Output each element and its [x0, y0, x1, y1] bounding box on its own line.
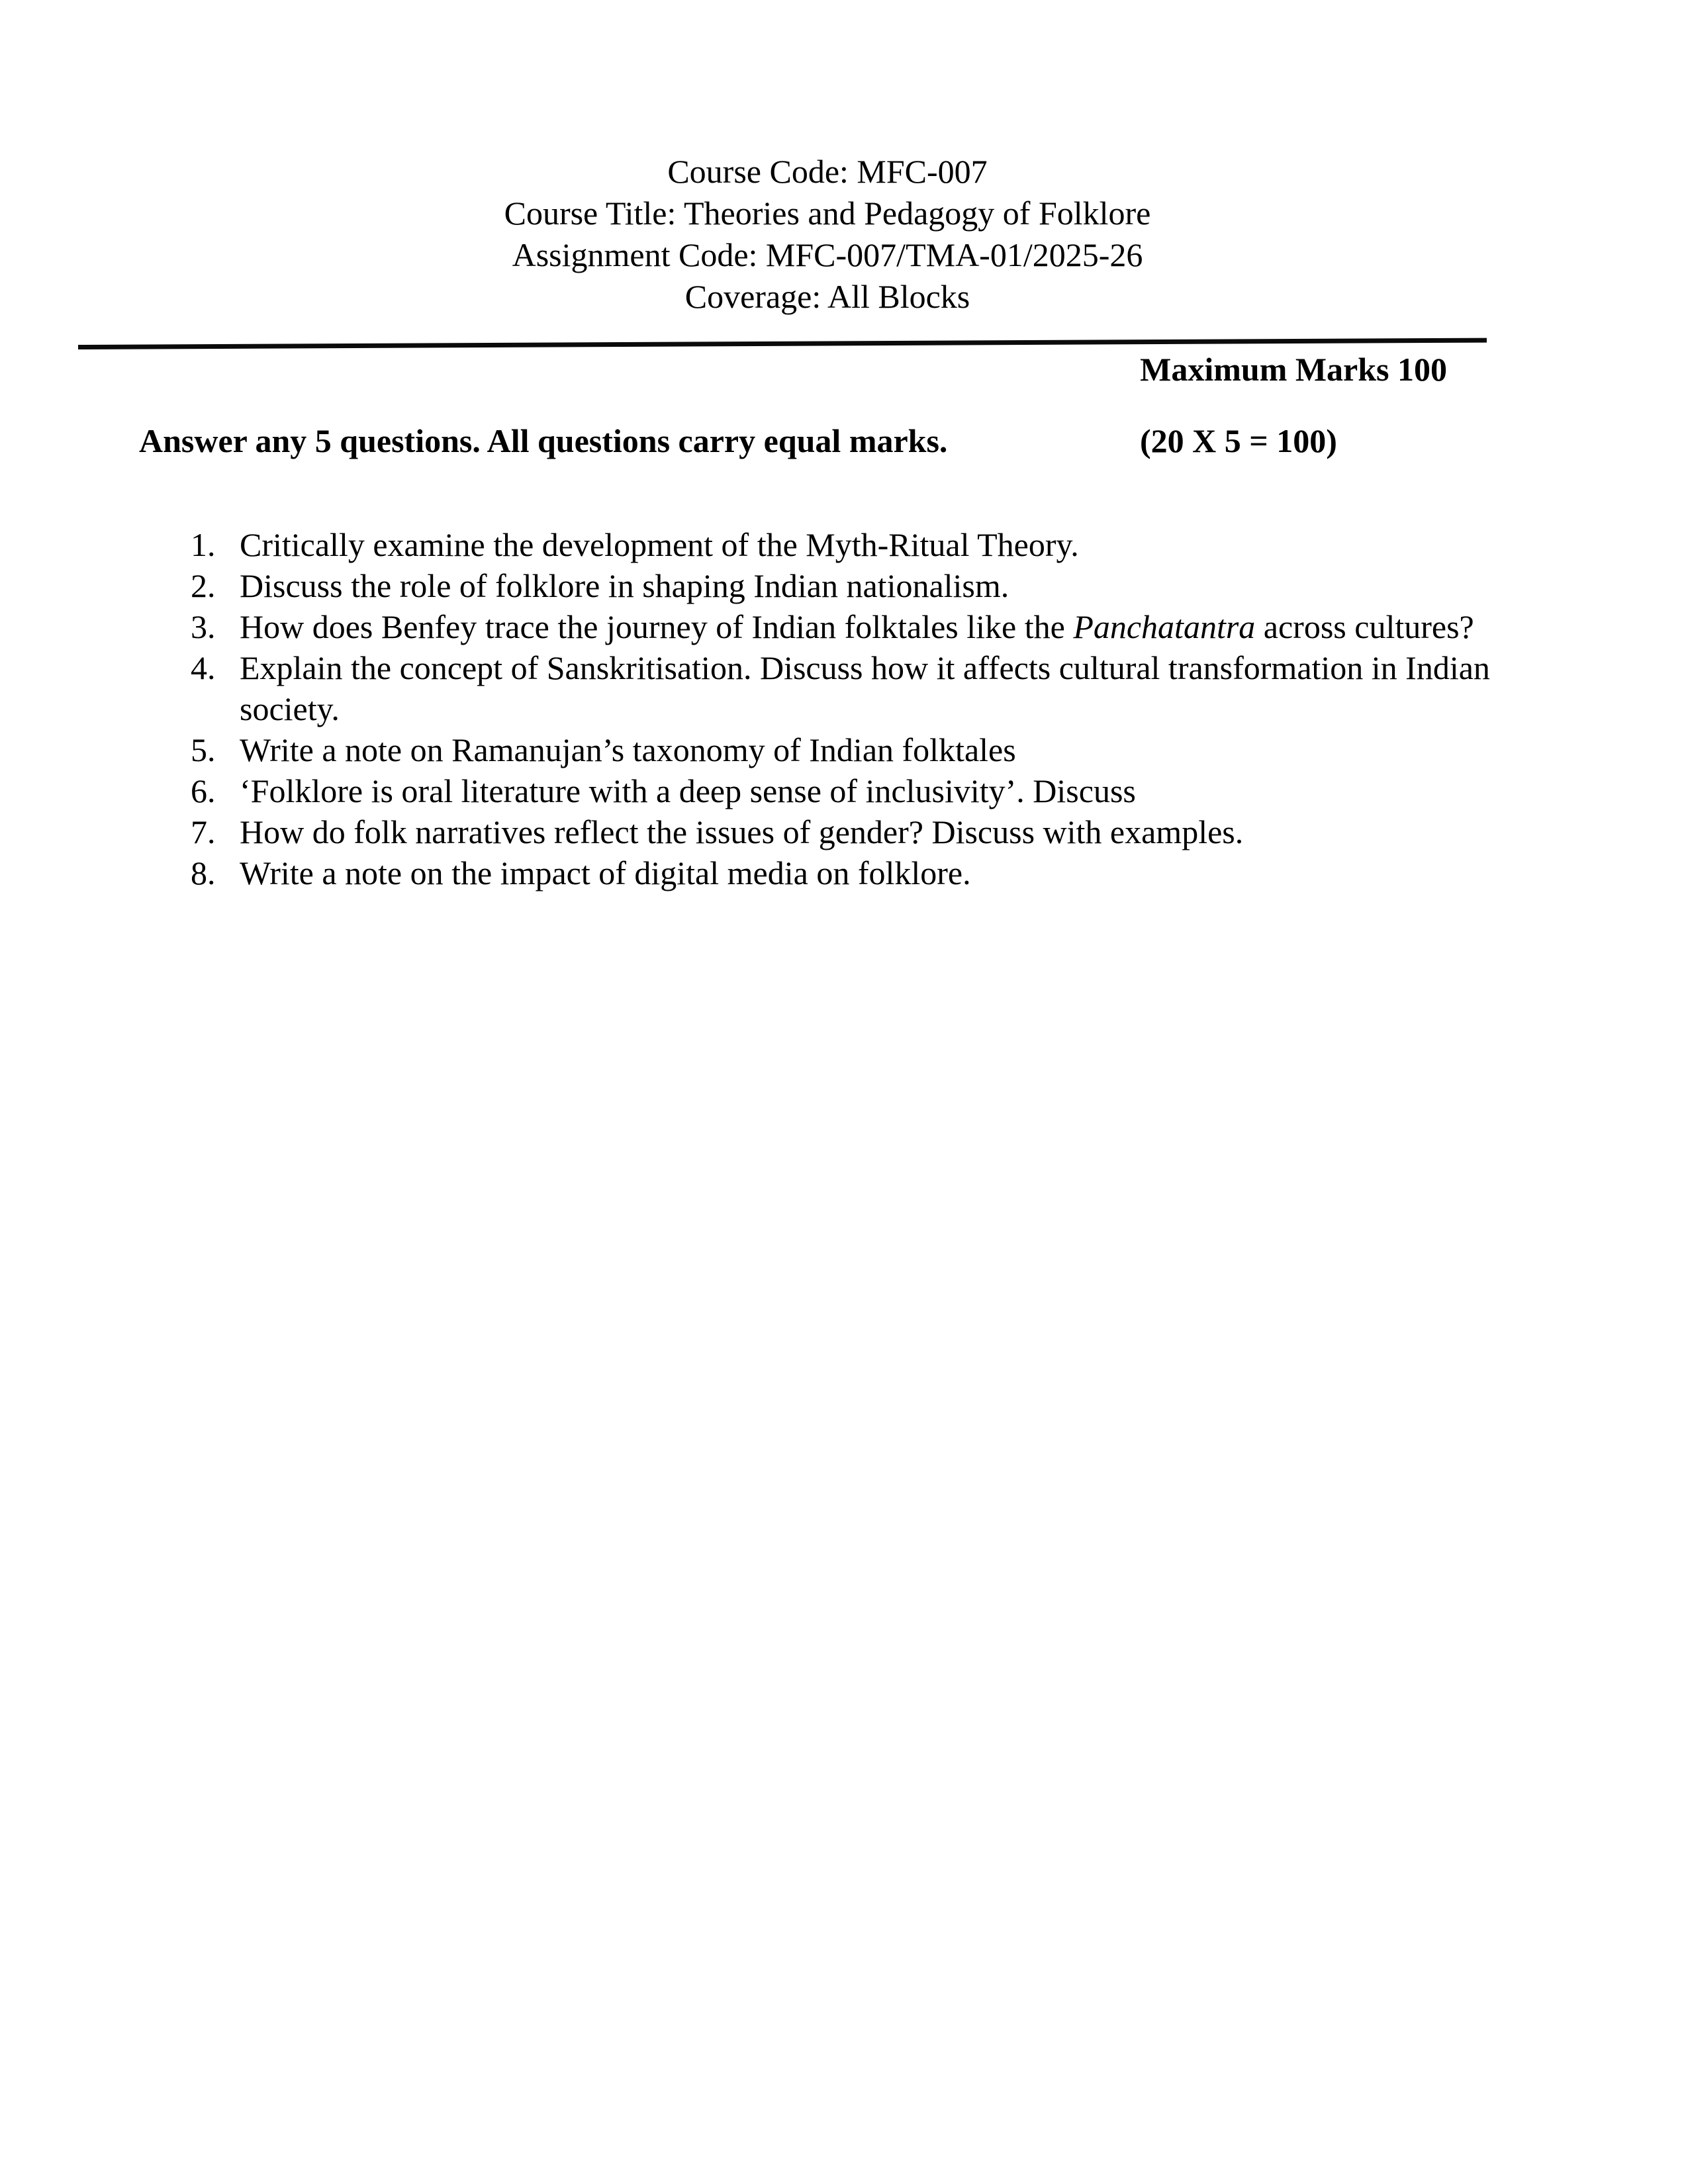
question-number: 7. — [191, 813, 216, 850]
question-item — [191, 647, 1581, 729]
course-code-line: Course Code: MFC-007 — [667, 153, 988, 190]
question-number: 8. — [191, 854, 216, 891]
maximum-marks-label: Maximum Marks 100 — [1140, 351, 1447, 388]
question-item — [191, 606, 1581, 647]
question-text: Write a note on the impact of digital media on folklore. — [240, 854, 971, 891]
question-number: 1. — [191, 526, 216, 563]
questions-list — [191, 524, 1581, 893]
question-text: Critically examine the development of the Myth-Ritual Theory. — [240, 526, 1079, 563]
question-number: 2. — [191, 567, 216, 604]
coverage-line: Coverage: All Blocks — [684, 278, 970, 315]
question-text: Explain the concept of Sanskritisation. Discuss how it affects cultural transformation in Indian society. — [240, 649, 1490, 727]
assignment-header — [0, 151, 1655, 318]
question-item — [191, 524, 1581, 565]
course-title-line: Course Title: Theories and Pedagogy of Folklore — [504, 195, 1151, 232]
question-text: Discuss the role of folklore in shaping Indian nationalism. — [240, 567, 1009, 604]
question-item — [191, 565, 1581, 606]
question-text: Write a note on Ramanujan’s taxonomy of Indian folktales — [240, 731, 1016, 768]
question-number: 4. — [191, 649, 216, 686]
question-number: 3. — [191, 608, 216, 645]
horizontal-divider — [78, 338, 1487, 349]
marks-scheme-label: (20 X 5 = 100) — [1140, 422, 1337, 459]
instruction-text: Answer any 5 questions. All questions carry equal marks. — [139, 422, 948, 459]
question-text: ‘Folklore is oral literature with a deep sense of inclusivity’. Discuss — [240, 772, 1136, 809]
instruction-row — [139, 421, 1556, 461]
question-item — [191, 811, 1581, 852]
question-text: How does Benfey trace the journey of Indian folktales like the Panchatantra across cultures? — [240, 608, 1474, 645]
assignment-code-line: Assignment Code: MFC-007/TMA-01/2025-26 — [512, 236, 1143, 273]
question-text: How do folk narratives reflect the issues of gender? Discuss with examples. — [240, 813, 1244, 850]
question-item — [191, 770, 1581, 811]
question-item — [191, 852, 1581, 893]
question-number: 6. — [191, 772, 216, 809]
question-number: 5. — [191, 731, 216, 768]
question-item — [191, 729, 1581, 770]
